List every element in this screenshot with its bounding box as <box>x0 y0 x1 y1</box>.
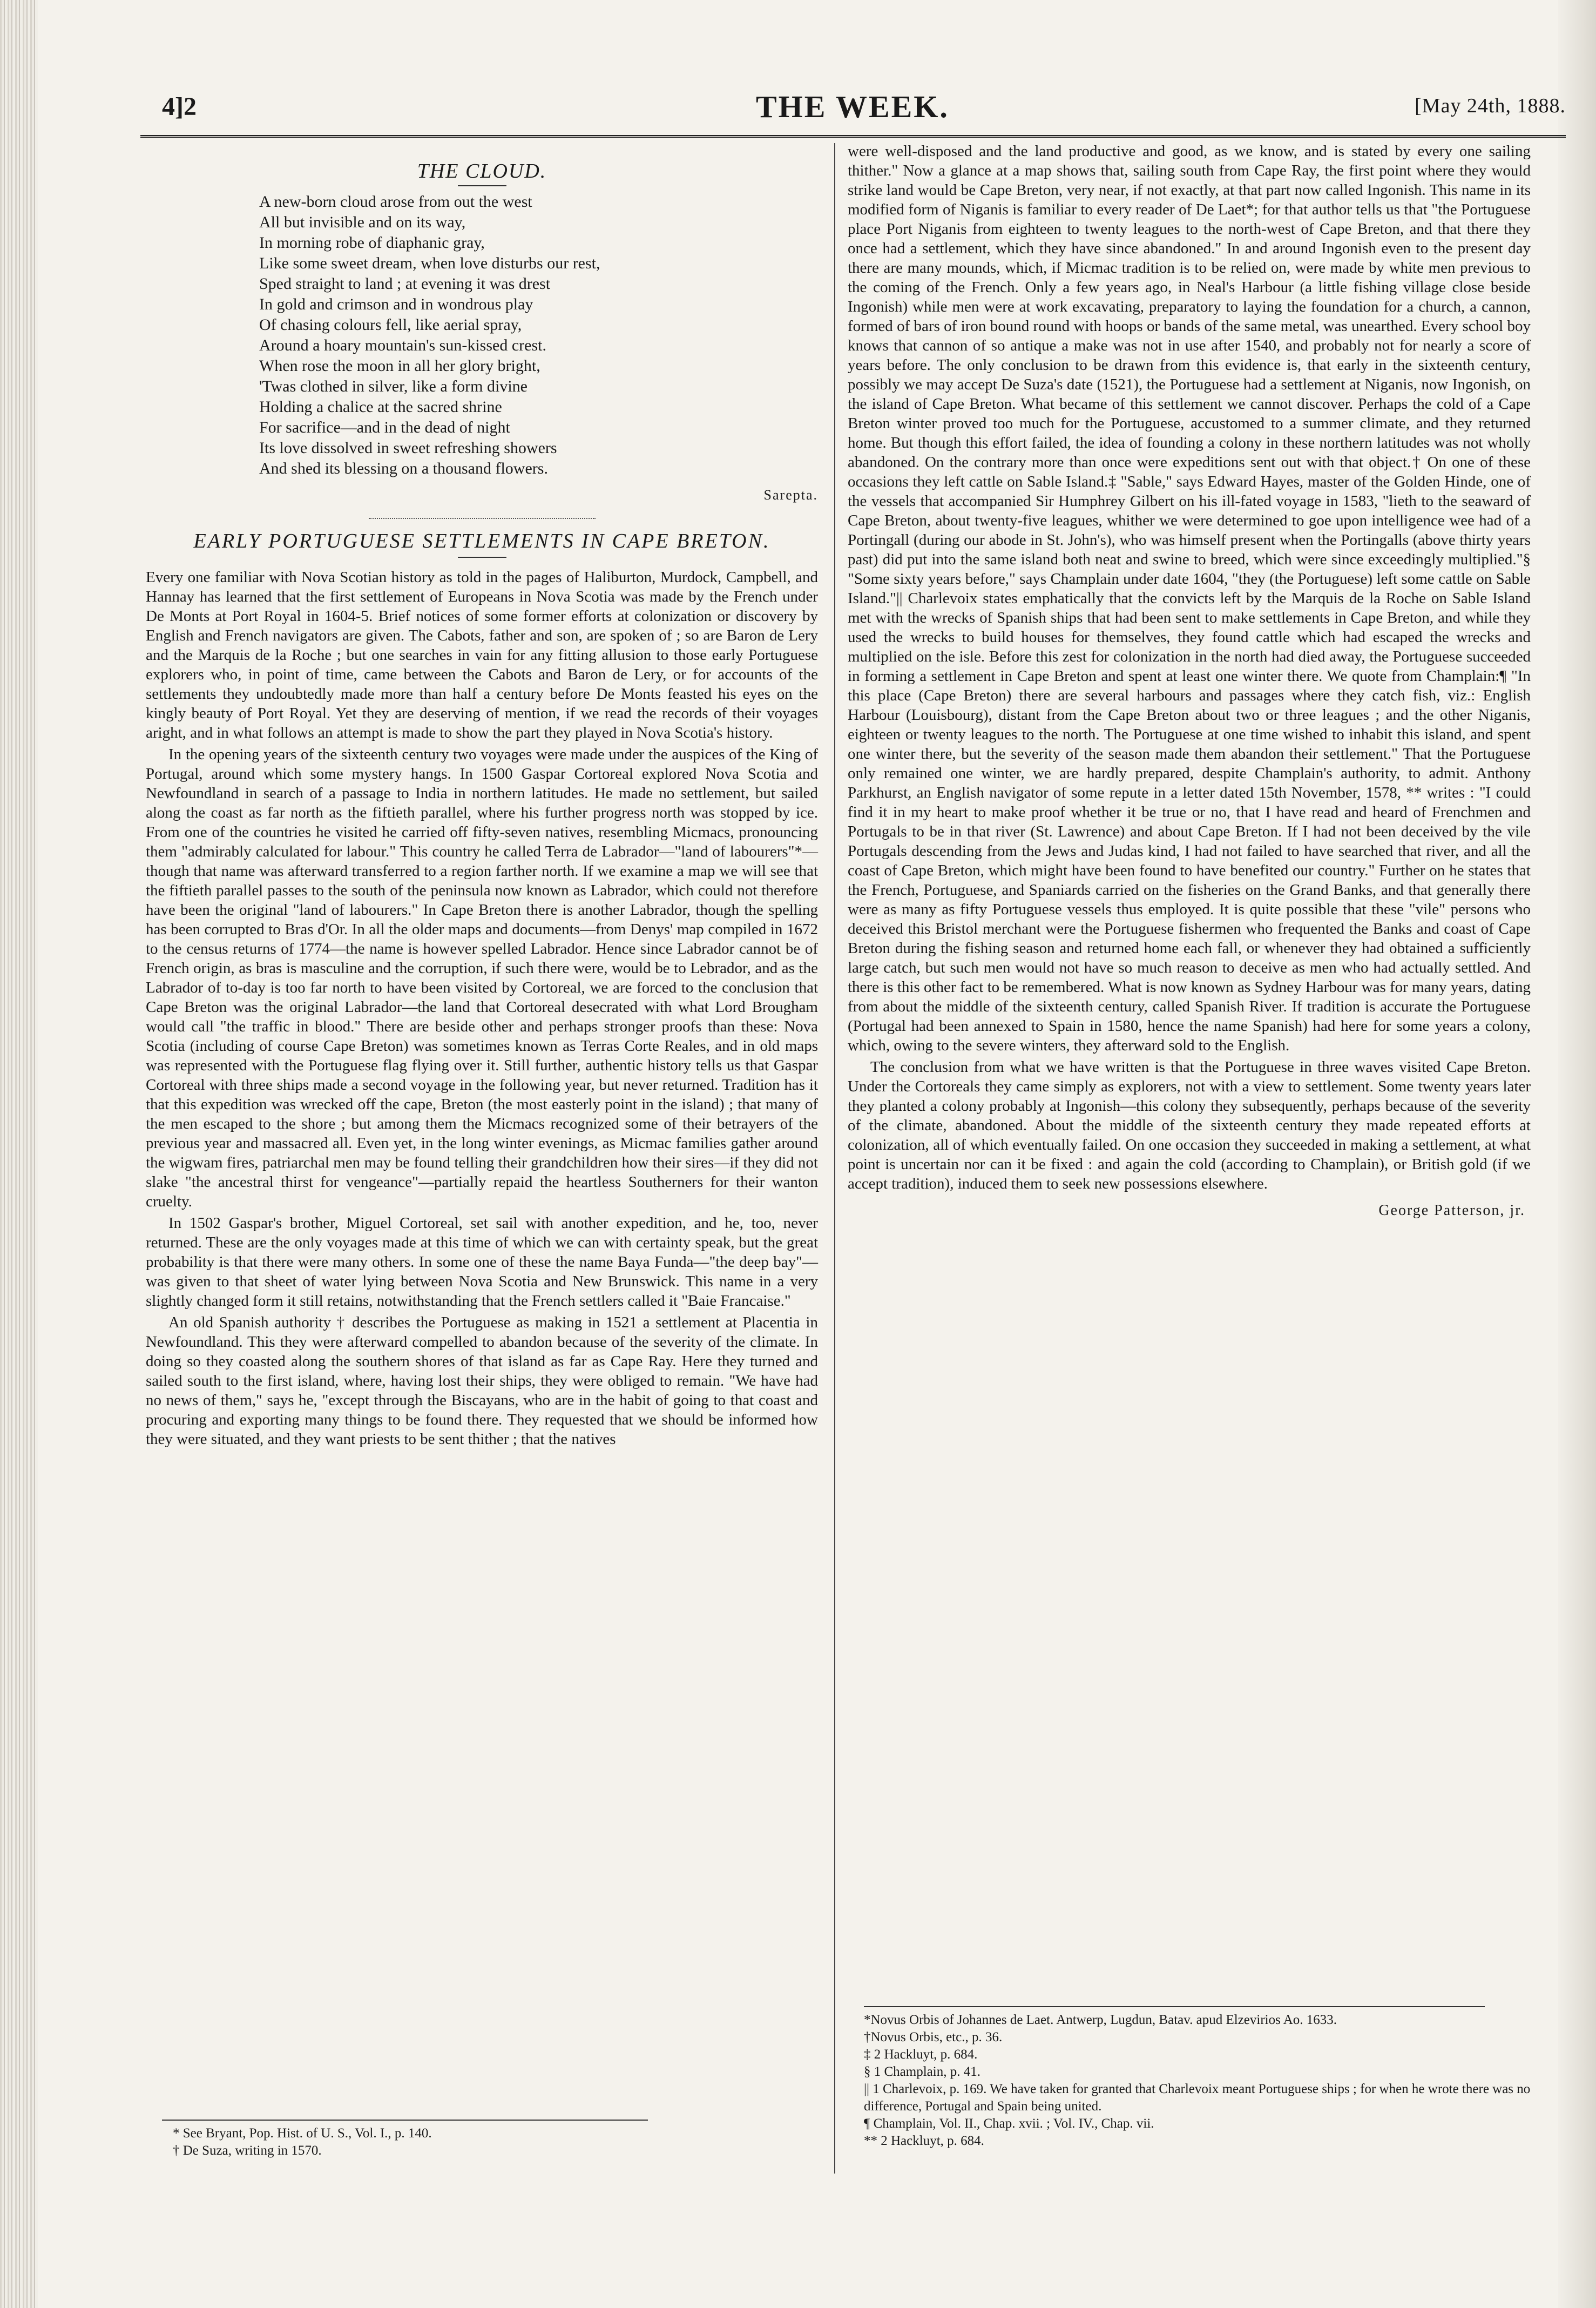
footnote: ‡ 2 Hackluyt, p. 684. <box>864 2047 978 2062</box>
issue-date: [May 24th, 1888. <box>1415 95 1566 117</box>
article-paragraph: were well-disposed and the land productive and good, as we know, and is stated by every one sailing thither." Now a glance at a map shows that, sailing south from Cape Ray, the first point where they would strike land would be Cape Breton, very near, if not exactly, at that part now called Ingonish. This name in its modified form of Niganis is familiar to every reader of De Laet*; for that author tells us that "the Portuguese place Port Niganis from eighteen to twenty leagues to the north-west of Cape Breton, and that there they once had a settlement, which they have since abandoned." In and around Ingonish even to the present day there are many mounds, which, if Micmac tradition is to be relied on, were made by white men previous to the coming of the French. Only a few years ago, in Neal's Harbour (a little fishing village close beside Ingonish) while men were at work excavating, preparatory to laying the foundation for a church, a cannon, formed of bars of iron bound round with hoops or bands of the same metal, was unearthed. Every school boy knows that cannon of so antique a make was not in use after 1540, and probably not for nearly a score of years before. The only conclusion to be drawn from this evidence is, that early in the sixteenth century, possibly we may accept De Suza's date (1521), the Portuguese had a settlement at Niganis, now Ingonish, on the island of Cape Breton. What became of this settlement we cannot discover. Perhaps the cold of a Cape Breton winter proved too much for the Portuguese, accustomed to a summer climate, and they returned home. But though this effort failed, the idea of founding a colony in these northern latitudes was not wholly abandoned. On the contrary more than once were expeditions sent out with that object.† On one of these occasions they left cattle on Sable Island.‡ "Sable," says Edward Hayes, master of the Golden Hinde, one of the vessels that accompanied Sir Humphrey Gilbert on his ill-fated voyage in 1583, "lieth to the seaward of Cape Breton, about twenty-five leagues, whither we were determined to goe upon intelligence wee had of a Portingall (during our abode in St. John's), who was himself present when the Portingalls (above thirty years past) did put into the same island both neat and swine to breed, which were since exceedingly multiplied."§ "Some sixty years before," says Champlain under date 1604, "they (the Portuguese) left some cattle on Sable Island."|| Charlevoix states emphatically that the convicts left by the Marquis de la Roche on Sable Island met with the wrecks of Spanish ships that had been sent to make settlements in Cape Breton, and while they used the wrecks to build houses for themselves, they found cattle which had escaped the wrecks and multiplied on the isle. Before this zest for colonization in the north had died away, the Portuguese succeeded in forming a settlement in Cape Breton and spent at least one winter there. We quote from Champlain:¶ "In this place (Cape Breton) there are several harbours and passages where they catch fish, viz.: English Harbour (Louisbourg), distant from the Cape Breton about two or three leagues ; and the other Niganis, eighteen or twenty leagues to the north. The Portuguese at one time wished to inhabit this island, and spent one winter there, but the severity of the season made them abandon their settlement." That the Portuguese only remained one winter, we are hardly prepared, despite Champlain's authority, to admit. Anthony Parkhurst, an English navigator of some repute in a letter dated 15th November, 1578, ** writes : "I could find it in my heart to make proof whether it be true or no, that I have read and heard of Frenchmen and Portugals to be in that river (St. Lawrence) and about Cape Breton. If I had not been deceived by the vile Portugals descending from the Jews and Judas kind, I had not failed to have searched that river, and all the coast of Cape Breton, which might have been found to have benefited our country." Further on he states that the French, Portuguese, and Spaniards carried on the fisheries on the Grand Banks, and that generally there were as many as fifty Portuguese vessels thus employed. It is quite possible that these "vile" persons who deceived this Bristol merchant were the Portuguese fishermen who frequented the Banks and coast of Cape Breton during the fishing season and returned home each fall, or whenever they had obtained a sufficiently large catch, but such men would not have so much reason to deceive as men who had actually settled. And there is this other fact to be remembered. What is now known as Sydney Harbour was for many years, dating from about the middle of the sixteenth century, called Spanish River. If tradition is accurate the Portuguese (Portugal had been annexed to Spain in 1580, hence the name Spanish) had here for some years a colony, which, owing to the severe winters, they afterward sold to the English. <box>848 143 1531 1054</box>
poem-line: Sped straight to land ; at evening it was drest <box>259 275 551 293</box>
title-rule <box>458 557 506 558</box>
poem-line: Around a hoary mountain's sun-kissed crest. <box>259 336 546 354</box>
article-paragraph: Every one familiar with Nova Scotian history as told in the pages of Haliburton, Murdock, Campbell, and Hannay has learned that the first settlement of Europeans in Nova Scotia was made by the French under De Monts at Port Royal in 1604-5. Brief notices of some former efforts at colonization or discovery by English and French navigators are given. The Cabots, father and son, are spoken of ; so are Baron de Lery and the Marquis de la Roche ; but one searches in vain for any fitting allusion to those early Portuguese explorers who, in point of time, came between the Cabots and Baron de Lery, or for accounts of the settlements they undoubtedly made more than half a century before De Monts feasted his eyes on the kingly beauty of Port Royal. Yet they are deserving of mention, if we read the records of their voyages aright, and in what follows an attempt is made to show the part they played in Nova Scotia's history. <box>146 569 818 741</box>
poem-line: In morning robe of diaphanic gray, <box>259 234 485 252</box>
masthead: THE WEEK. <box>756 89 949 124</box>
title-rule <box>458 185 506 186</box>
scan-binding-edge <box>0 0 38 2308</box>
poem-line: When rose the moon in all her glory bright, <box>259 357 540 375</box>
poem-line: Its love dissolved in sweet refreshing showers <box>259 439 557 457</box>
left-column <box>146 159 818 1451</box>
article-title: EARLY PORTUGUESE SETTLEMENTS IN CAPE BRETON. <box>193 530 770 552</box>
footnote: || 1 Charlevoix, p. 169. We have taken for granted that Charlevoix meant Portuguese ships ; for when he wrote there was no difference, Portugal and Spain being united. <box>864 2082 1531 2114</box>
poem-line: For sacrifice—and in the dead of night <box>259 419 510 436</box>
article-paragraph: The conclusion from what we have written is that the Portuguese in three waves visited Cape Breton. Under the Cortoreals they came simply as explorers, not with a view to settlement. Some twenty years later they planted a colony probably at Ingonish—this colony they subsequently, perhaps because of the severity of the climate, abandoned. About the middle of the sixteenth century they made repeated efforts at colonization, all of which eventually failed. On one occasion they succeeded in making a settlement, at what point is uncertain nor can it be fixed : and again the cold (according to Champlain), or British gold (if we accept tradition), induced them to seek new possessions elsewhere. <box>848 1058 1531 1192</box>
poem-line: Like some sweet dream, when love disturbs our rest, <box>259 254 600 272</box>
article-paragraph: In 1502 Gaspar's brother, Miguel Cortoreal, set sail with another expedition, and he, too, never returned. These are the only voyages made at this time of which we can with certainty speak, but the great probability is that there were many others. In some one of these the name Baya Funda—"the deep bay"—was given to that sheet of water lying between Nova Scotia and New Brunswick. This name in a very slightly changed form it still retains, notwithstanding that the French settlers called it "Baie Francaise." <box>146 1214 818 1310</box>
footnote-rule <box>162 2120 648 2121</box>
poem-signature: Sarepta. <box>763 487 818 503</box>
poem-line: A new-born cloud arose from out the west <box>259 193 532 211</box>
poem-line: Of chasing colours fell, like aerial spray, <box>259 316 522 334</box>
footnote: † De Suza, writing in 1570. <box>173 2143 322 2158</box>
right-column <box>848 141 1531 1220</box>
poem-line: And shed its blessing on a thousand flowers. <box>259 460 548 477</box>
left-footnotes <box>173 2125 794 2159</box>
poem-body <box>146 192 818 479</box>
right-footnotes <box>864 2012 1533 2150</box>
footnote-rule <box>864 2006 1485 2007</box>
poem-line: In gold and crimson and in wondrous play <box>259 295 533 313</box>
article-author: George Patterson, jr. <box>1378 1202 1525 1219</box>
footnote: †Novus Orbis, etc., p. 36. <box>864 2030 1003 2044</box>
poem-line: Holding a chalice at the sacred shrine <box>259 398 502 416</box>
article-paragraph: In the opening years of the sixteenth century two voyages were made under the auspices of the King of Portugal, around which some mystery hangs. In 1500 Gaspar Cortoreal explored Nova Scotia and Newfoundland in search of a passage to India in northern latitudes. He made no settlement, but sailed along the coast as far north as the fiftieth parallel, where his further progress north was stopped by ice. From one of the countries he visited he carried off fifty-seven natives, resembling Micmacs, pronouncing them "admirably calculated for labour." This country he called Terra de Labrador—"land of labourers"*—though that name was afterward transferred to a region farther north. If we examine a map we will see that the fiftieth parallel passes to the south of the peninsula now known as Labrador, which could not therefore have been the original "land of labourers." In Cape Breton there is another Labrador, though the spelling has been corrupted to Bras d'Or. In all the older maps and documents—from Denys' map compiled in 1672 to the census returns of 1774—the name is however spelled Labrador. Hence since Labrador cannot be of French origin, as bras is masculine and the corruption, if such there were, would be to Lebrador, and as the Labrador of to-day is too far north to have been visited by Cortoreal, we are forced to the conclusion that Cape Breton was the original Labrador—the land that Cortoreal desecrated with what Lord Brougham would call "the traffic in blood." There are beside other and perhaps stronger proofs than these: Nova Scotia (including of course Cape Breton) was sometimes known as Terras Corte Reales, and in old maps was represented with the Portuguese flag flying over it. Still further, authentic history tells us that Gaspar Cortoreal with three ships made a second voyage in the following year, but never returned. Tradition has it that this expedition was wrecked off the cape, Breton (the most easterly point in the island) ; that many of the men escaped to the shore ; but among them the Micmacs recognized some of their betrayers of the previous year and massacred all. Even yet, in the long winter evenings, as Micmac families gather around the wigwam fires, patriarchal men may be found telling their grandchildren how their sires—if they did not slake "the ancestral thirst for vengeance"—partially repaid the heartless Southerners for their wanton cruelty. <box>146 746 818 1210</box>
article-paragraph: An old Spanish authority † describes the Portuguese as making in 1521 a settlement at Placentia in Newfoundland. This they were afterward compelled to abandon because of the severity of the climate. In doing so they coasted along the southern shores of that island as far as Cape Ray. Here they turned and sailed south to the first island, where, having lost their ships, they were obliged to remain. "We have had no news of them," says he, "except through the Biscayans, who are in the habit of going to that coast and procuring and exporting many things to be found there. They requested that we should be informed how they were situated, and they want priests to be sent thither ; that the natives <box>146 1314 818 1448</box>
poem-title: THE CLOUD. <box>417 160 547 183</box>
page-number: 4]2 <box>162 92 197 121</box>
footnote: *Novus Orbis of Johannes de Laet. Antwerp, Lugdun, Batav. apud Elzevirios Ao. 1633. <box>864 2013 1337 2027</box>
section-separator <box>369 518 596 519</box>
column-divider <box>834 143 835 2174</box>
poem-line: All but invisible and on its way, <box>259 213 466 231</box>
scan-page-edge <box>1558 0 1596 2308</box>
footnote: ¶ Champlain, Vol. II., Chap. xvii. ; Vol. IV., Chap. vii. <box>864 2116 1154 2131</box>
footnote: ** 2 Hackluyt, p. 684. <box>864 2134 984 2148</box>
page-header <box>162 89 1566 140</box>
footnote: * See Bryant, Pop. Hist. of U. S., Vol. I., p. 140. <box>173 2126 432 2141</box>
header-rule <box>140 135 1566 138</box>
poem-line: 'Twas clothed in silver, like a form divine <box>259 377 528 395</box>
footnote: § 1 Champlain, p. 41. <box>864 2064 980 2079</box>
